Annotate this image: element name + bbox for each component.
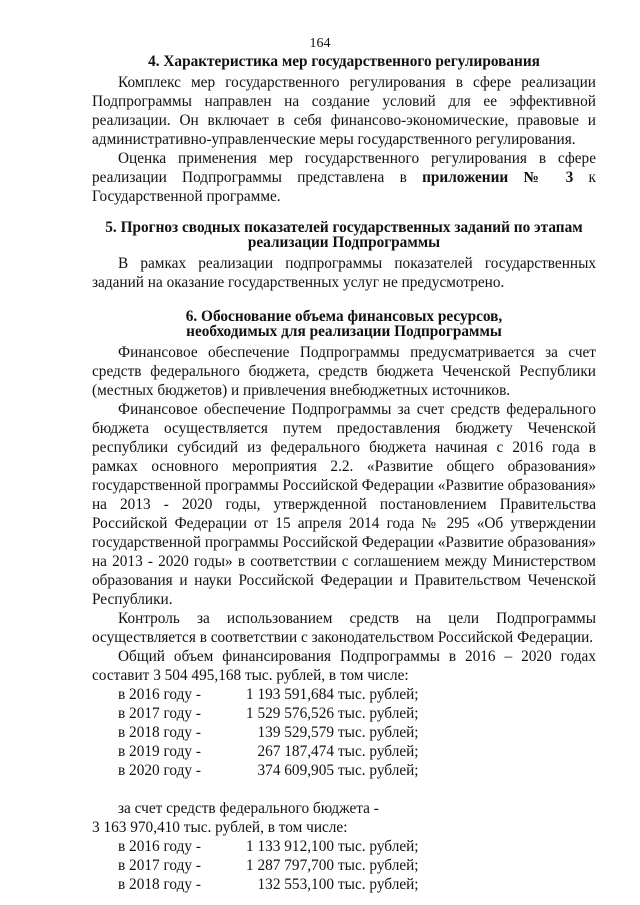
appendix-reference: приложении № 3 <box>422 169 574 186</box>
row-unit: тыс. рублей; <box>338 857 419 874</box>
federal-funding-list <box>92 837 596 894</box>
section-6-heading-line-1: 6. Обоснование объема финансовых ресурсов, <box>185 308 503 325</box>
total-funding-row <box>118 685 596 704</box>
federal-funding-row <box>118 837 596 856</box>
page-number: 164 <box>309 36 331 51</box>
row-amount: 139 529,579 <box>257 724 334 741</box>
row-unit: тыс. рублей; <box>338 876 419 893</box>
total-funding-row <box>118 723 596 742</box>
row-year: в 2016 году - <box>118 838 201 855</box>
federal-budget-line-2: 3 163 970,410 тыс. рублей, в том числе: <box>92 819 348 836</box>
section-5-paragraph-1: В рамках реализации подпрограммы показателей государственных заданий на оказание государственных услуг не предусмотрено. <box>92 255 596 291</box>
row-year: в 2018 году - <box>118 876 201 893</box>
total-funding-list <box>92 685 596 780</box>
row-unit: тыс. рублей; <box>338 686 419 703</box>
row-amount: 374 609,905 <box>257 762 334 779</box>
federal-budget-line-1: за счет средств федерального бюджета - <box>118 800 379 817</box>
row-year: в 2017 году - <box>118 705 201 722</box>
row-unit: тыс. рублей; <box>338 838 419 855</box>
total-funding-row <box>118 761 596 780</box>
row-amount: 1 287 797,700 <box>246 857 334 874</box>
row-amount: 1 193 591,684 <box>246 686 334 703</box>
section-4-paragraph-2-tail: к Государственной программе. <box>92 169 596 205</box>
section-6-paragraph-4: Общий объем финансирования Подпрограммы в 2016 – 2020 годах составит 3 504 495,168 тыс. рублей, в том числе: <box>92 648 596 684</box>
page-content <box>92 54 596 894</box>
row-unit: тыс. рублей; <box>338 705 419 722</box>
row-amount: 132 553,100 <box>257 876 334 893</box>
section-4-heading: 4. Характеристика мер государственного регулирования <box>148 53 540 70</box>
section-6-heading-line-2: необходимых для реализации Подпрограммы <box>186 323 502 340</box>
row-year: в 2017 году - <box>118 857 201 874</box>
total-funding-row <box>118 742 596 761</box>
row-year: в 2019 году - <box>118 743 201 760</box>
federal-funding-row <box>118 875 596 894</box>
row-year: в 2018 году - <box>118 724 201 741</box>
section-6-paragraph-2: Финансовое обеспечение Подпрограммы за счет средств федерального бюджета осуществляется путем предоставления бюджету Чеченской республики субсидий из федерального бюджета начиная с 2016 года в рамках основного мероприятия 2.2. «Развитие общего образования» государственной программы Российской Федерации «Развитие образования» на 2013 - 2020 годы, утвержденной постановлением Правительства Российской Федерации от 15 апреля 2014 года № 295 «Об утверждении государственной программы Российской Федерации «Развитие образования» на 2013 - 2020 годы» в соответствии с соглашением между Министерством образования и науки Российской Федерации и Правительством Чеченской Республики. <box>92 401 596 608</box>
row-amount: 267 187,474 <box>257 743 334 760</box>
row-unit: тыс. рублей; <box>338 762 419 779</box>
section-5-heading-line-1: 5. Прогноз сводных показателей государственных заданий по этапам <box>105 219 583 236</box>
federal-funding-row <box>118 856 596 875</box>
section-6-paragraph-3: Контроль за использованием средств на цели Подпрограммы осуществляется в соответствии с законодательством Российской Федерации. <box>92 610 596 646</box>
row-year: в 2016 году - <box>118 686 201 703</box>
section-4-paragraph-1: Комплекс мер государственного регулирования в сфере реализации Подпрограммы направлен на создание условий для ее эффективной реализации. Он включает в себя финансово-экономические, правовые и административно-управленческие меры государственного регулирования. <box>92 74 596 148</box>
section-6-heading <box>92 309 596 339</box>
row-amount: 1 529 576,526 <box>246 705 334 722</box>
row-year: в 2020 году - <box>118 762 201 779</box>
row-amount: 1 133 912,100 <box>246 838 334 855</box>
section-5-heading <box>92 220 596 250</box>
row-unit: тыс. рублей; <box>338 724 419 741</box>
section-5-heading-line-2: реализации Подпрограммы <box>247 234 441 251</box>
section-6-paragraph-1: Финансовое обеспечение Подпрограммы предусматривается за счет средств федерального бюджета, средств бюджета Чеченской Республики (местных бюджетов) и привлечения внебюджетных источников. <box>92 344 596 399</box>
section-4-paragraph-2-text: Оценка применения мер государственного регулирования в сфере реализации Подпрограммы представлена в <box>92 150 596 186</box>
section-4-paragraph-2 <box>92 149 596 206</box>
row-unit: тыс. рублей; <box>338 743 419 760</box>
total-funding-row <box>118 704 596 723</box>
